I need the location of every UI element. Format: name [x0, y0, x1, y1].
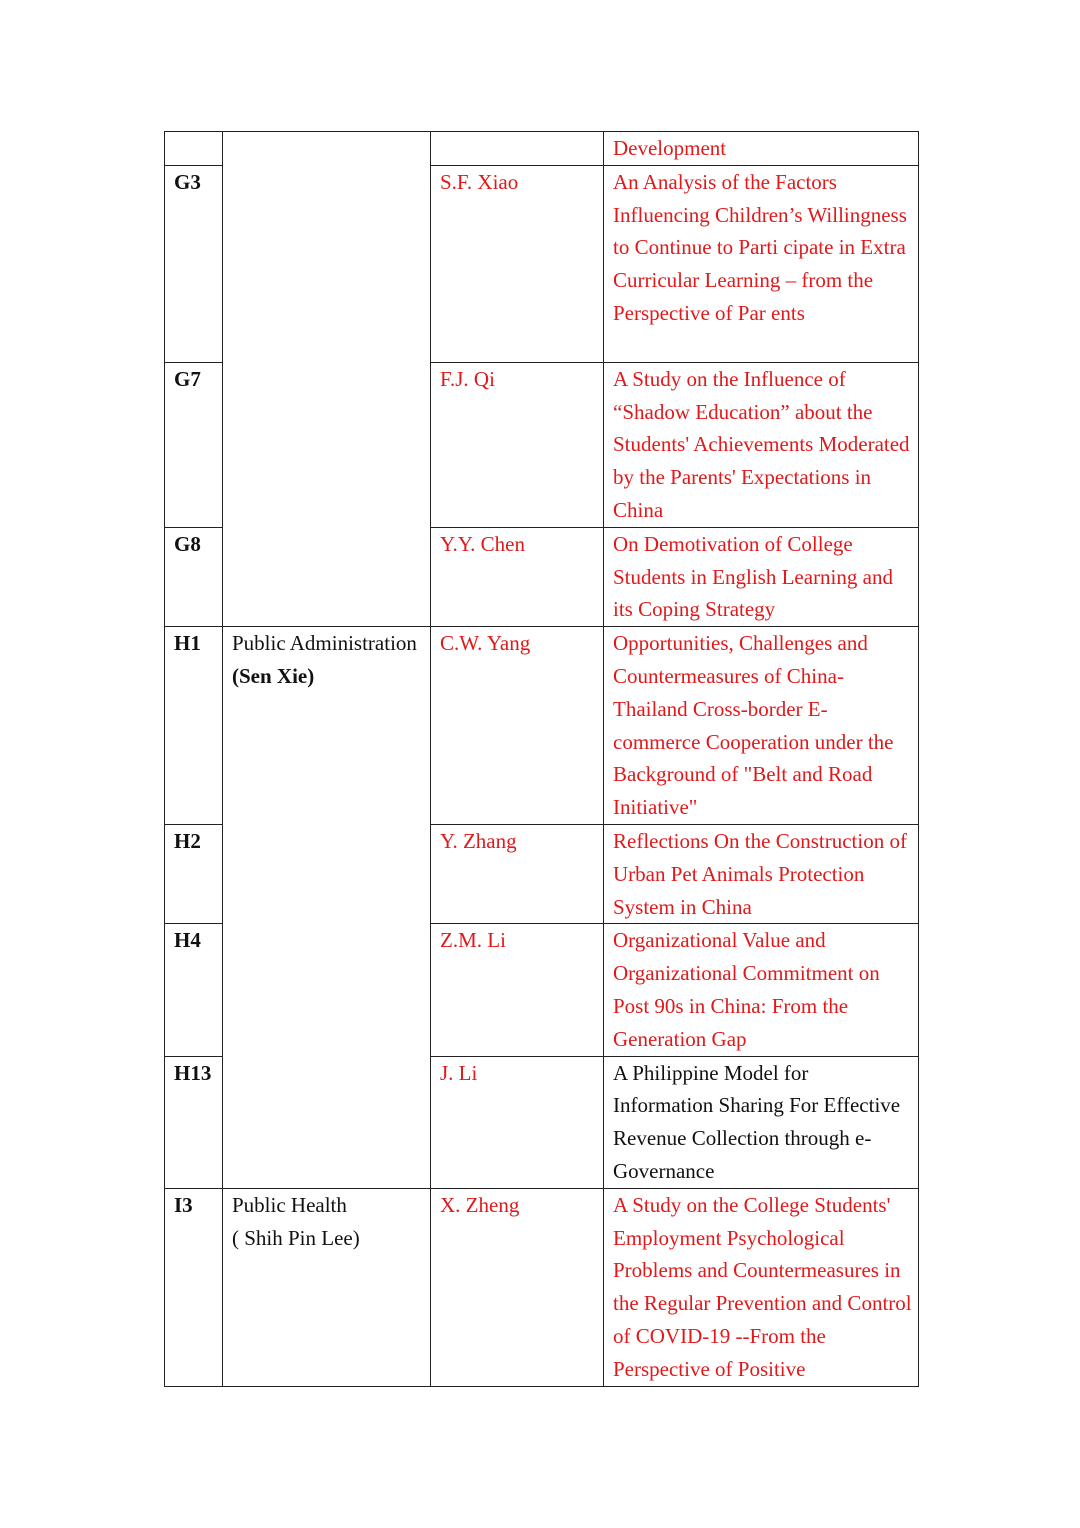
paper-code: G8: [165, 527, 223, 626]
author-cell: C.W. Yang: [431, 627, 604, 825]
paper-title: Organizational Value and Organizational Commitment on Post 90s in China: From the Generation Gap: [604, 924, 919, 1056]
author-cell: F.J. Qi: [431, 362, 604, 527]
group-name: Public Administration: [232, 631, 417, 656]
paper-title: A Philippine Model for Information Sharing For Effective Revenue Collection through e-Governance: [604, 1056, 919, 1188]
paper-code: [165, 132, 223, 166]
paper-code: H1: [165, 627, 223, 825]
group-public-administration: [223, 627, 431, 1189]
paper-title: An Analysis of the Factors Influencing Children’s Willingness to Continue to Parti cipate in Extra Curricular Learning – from the Perspective of Par ents: [604, 165, 919, 362]
paper-code: H2: [165, 824, 223, 923]
author-cell: J. Li: [431, 1056, 604, 1188]
paper-title: Reflections On the Construction of Urban Pet Animals Protection System in China: [604, 824, 919, 923]
paper-title: Opportunities, Challenges and Countermeasures of China-Thailand Cross-border E-commerce Cooperation under the Background of "Belt and Road Initiative": [604, 627, 919, 825]
author-cell: Z.M. Li: [431, 924, 604, 1056]
author-cell: X. Zheng: [431, 1188, 604, 1386]
author-cell: [431, 132, 604, 166]
author-cell: S.F. Xiao: [431, 165, 604, 362]
paper-title: On Demotivation of College Students in English Learning and its Coping Strategy: [604, 527, 919, 626]
paper-code: H13: [165, 1056, 223, 1188]
author-cell: Y.Y. Chen: [431, 527, 604, 626]
paper-code: H4: [165, 924, 223, 1056]
group-cell-empty: [223, 132, 431, 627]
table-row: [165, 132, 919, 166]
group-public-health: [223, 1188, 431, 1386]
group-chair: ( Shih Pin Lee): [232, 1225, 360, 1250]
table-row: [165, 1188, 919, 1386]
paper-code: G7: [165, 362, 223, 527]
paper-title: A Study on the Influence of “Shadow Education” about the Students' Achievements Moderated by the Parents' Expectations in China: [604, 362, 919, 527]
paper-code: I3: [165, 1188, 223, 1386]
author-cell: Y. Zhang: [431, 824, 604, 923]
paper-code: G3: [165, 165, 223, 362]
paper-title: A Study on the College Students' Employment Psychological Problems and Countermeasures in the Regular Prevention and Control of COVID-19 --From the Perspective of Positive: [604, 1188, 919, 1386]
group-name: Public Health: [232, 1192, 347, 1217]
papers-table: [164, 131, 919, 1387]
table-row: [165, 627, 919, 825]
paper-title: Development: [604, 132, 919, 166]
group-chair: (Sen Xie): [232, 663, 315, 688]
